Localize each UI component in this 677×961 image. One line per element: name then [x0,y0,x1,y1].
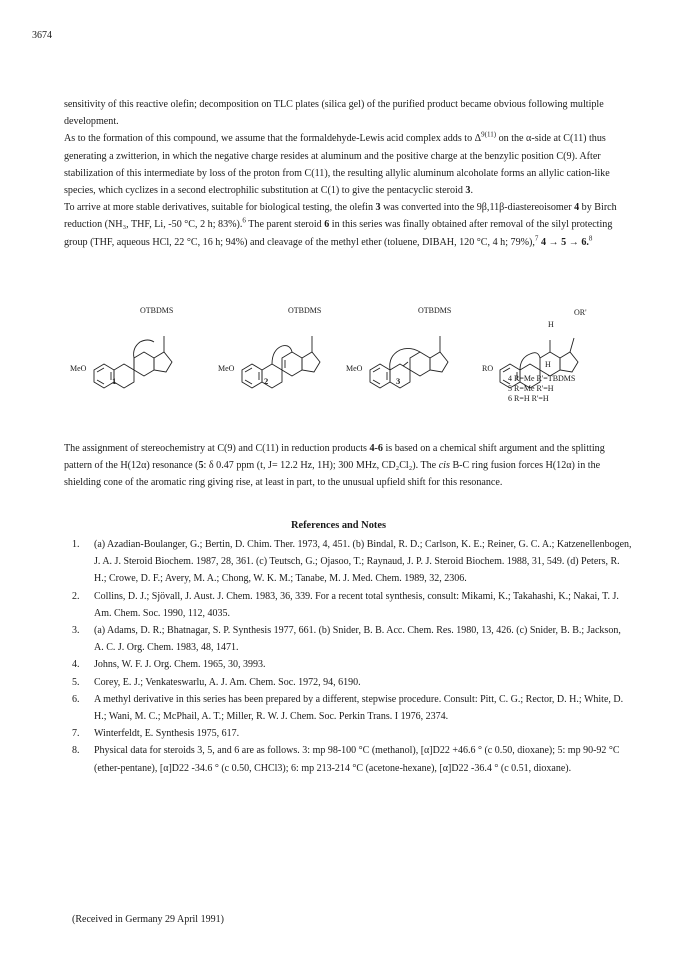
compound-number-1: 1 [112,376,117,386]
paragraph-3: To arrive at more stable derivatives, suitable for biological testing, the olefin 3 was converted into the 9β,11β-diastereoisomer 4 by Birch reduction (NH₃, THF, Li, -50 °C, 2 h; 83%).$^6$ The parent steroid 6 in this series was finally obtained after removal of the silyl protecting group (THF, aqueous HCl, 22 °C, 16 h; 94%) and cleavage of the methyl ether (toluene, DIBAH, 120 °C, 4 h; 79%),$^7$ 4 → 5 → 6.$^8$ [64,202,617,248]
structure-4-or-label: OR' [574,308,587,317]
reference-item: 8. Physical data for steroids 3, 5, and 6 are as follows. 3: mp 98-100 °C (methanol), [α]D22 +46.6 ° (c 0.50, dioxane); 5: mp 90-92 °C (ether-pentane), [α]D22 -34.6 ° (c 0.50, CHCl3); 6: mp 213-214 °C (acetone-hexane), [α]D22 -36.4 ° (c 0.51, dioxane). [72,745,620,774]
structure-3-otbdms-label: OTBDMS [418,306,452,315]
compound-number-2: 2 [264,376,269,386]
paragraph-4: The assignment of stereochemistry at C(9) and C(11) in reduction products 4-6 is based on a chemical shift argument and the splitting pattern of the H(12α) resonance (5: δ 0.47 ppm (t, J= 12.2 Hz, 1H); 300 MHz, CD₂Cl₂). The cis B-C ring fusion forces H(12α) in the shielding cone of the aromatic ring giving rise, at least in part, to the unusual upfield shift for this resonance. [64,443,605,489]
compound-legend: 4 R=Me R'=TBDMS 5 R=Me R'=H 6 R=H R'=H [508,374,576,403]
structure-2-otbdms-label: OTBDMS [288,306,322,315]
structure-1-otbdms-label: OTBDMS [140,306,174,315]
steroid-structures-figure [64,306,630,426]
structure-3-meo-label: MeO [346,364,363,373]
paragraph-2: As to the formation of this compound, we assume that the formaldehyde-Lewis acid complex adds to $\Delta^{9(11)}$ on the α-side at C(11) thus generating a zwitterion, in which the negative charge resides at aluminum and the positive charge at the benzylic position C(9). After stabilization of this intermediate by loss of the proton from C(11), the resulting allylic aluminum alcoholate forms an allylic cation-like species, which cyclizes in a second electrophilic substitution at C(1) to give the pentacyclic steroid 3. [64,131,610,197]
body-text [64,96,630,251]
references-heading: References and Notes [290,520,387,531]
page-number: 3674 [32,30,52,41]
reference-item: 3. (a) Adams, D. R.; Bhatnagar, S. P. Synthesis 1977, 661. (b) Snider, B. B. Acc. Chem. Res. 1980, 13, 426. (c) Snider, B. B.; Jackson, A. C. J. Org. Chem. 1983, 48, 1471. [72,625,621,654]
reference-item: 5. Corey, E. J.; Venkateswarlu, A. J. Am. Chem. Soc. 1972, 94, 6190. [72,676,361,688]
structure-3 [370,336,448,388]
paragraph-1: sensitivity of this reactive olefin; decomposition on TLC plates (silica gel) of the purified product became obvious following multiple development. [64,99,604,128]
structure-4-h-label: H [548,320,554,329]
reference-item: 1. (a) Azadian-Boulanger, G.; Bertin, D. Chim. Ther. 1973, 4, 451. (b) Bindal, R. D.; Carlson, K. E.; Reiner, G. C. A.; Katzenellenbogen, J. A. J. Steroid Biochem. 1987, 28, 361. (c) Teutsch, G.; Ojasoo, T.; Raynaud, J. P. J. Steroid Biochem. 1988, 31, 549. (d) Peters, R. H.; Crowe, D. F.; Avery, M. A.; Chong, W. K. M.; Tanabe, M. J. Med. Chem. 1989, 32, 2306. [72,539,632,585]
structure-2-meo-label: MeO [218,364,235,373]
reference-item: 6. A methyl derivative in this series has been prepared by a different, stepwise procedure. Consult: Pitt, C. G.; Rector, D. H.; White, D. H.; Wani, M. C.; McPhail, A. T.; Miller, R. W. J. Chem. Soc. Perkin Trans. I 1976, 2374. [72,693,624,723]
structure-1-meo-label: MeO [70,364,87,373]
references-list [72,536,632,777]
body-text-continued [64,440,630,492]
structure-1 [94,336,172,388]
structure-4-ro-label: RO [482,364,494,373]
reference-item: 7. Winterfeldt, E. Synthesis 1975, 617. [72,728,240,740]
structure-4-h-inner-label: H [545,360,551,369]
compound-number-3: 3 [396,376,401,386]
reference-item: 4. Johns, W. F. J. Org. Chem. 1965, 30, 3993. [72,659,266,671]
received-date: (Received in Germany 29 April 1991) [72,914,224,925]
structure-2 [242,336,320,388]
reference-item: 2. Collins, D. J.; Sjövall, J. Aust. J. Chem. 1983, 36, 339. For a recent total synthesis, consult: Mikami, K.; Takahashi, K.; Nakai, T. J. Am. Chem. Soc. 1990, 112, 4035. [72,590,619,619]
